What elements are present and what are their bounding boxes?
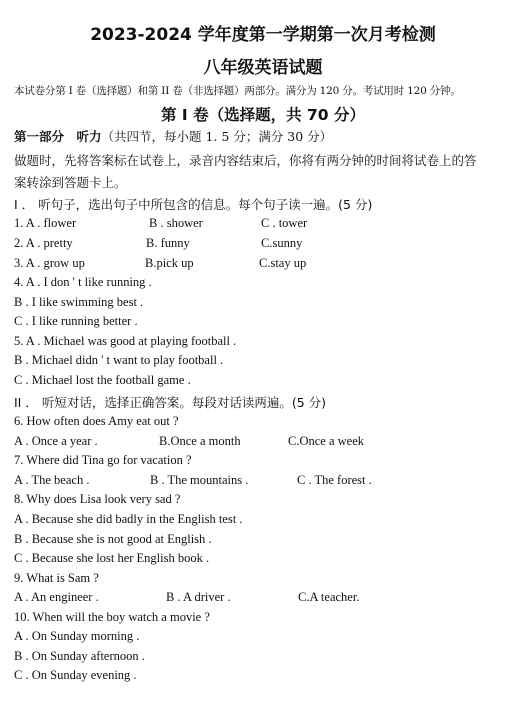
q1-option-a: 1. A . flower <box>14 216 77 230</box>
q6-question: 6. How often does Amy eat out ? <box>14 414 179 428</box>
q5-option-c: C . Michael lost the football game . <box>14 373 191 387</box>
q10-option-a: A . On Sunday morning . <box>14 629 140 643</box>
q6-option-a: A . Once a year . <box>14 434 98 448</box>
exam-subtitle: 八年级英语试题 <box>203 58 323 78</box>
q7-option-b: B . The mountains . <box>150 473 249 487</box>
q7-option-a: A . The beach . <box>14 473 90 487</box>
q2-option-a: 2. A . pretty <box>14 236 73 250</box>
q7-option-c: C . The forest . <box>297 473 372 487</box>
q3-option-a: 3. A . grow up <box>14 256 85 270</box>
part-heading <box>14 127 332 145</box>
q10-option-b: B . On Sunday afternoon . <box>14 649 145 663</box>
q6-option-b: B.Once a month <box>159 434 241 448</box>
q4-option-a: 4. A . I don ' t like running . <box>14 275 152 289</box>
section-title: 第 I 卷（选择题，共 70 分） <box>161 106 365 124</box>
q5-option-a: 5. A . Michael was good at playing football . <box>14 334 237 348</box>
q8-option-b: B . Because she is not good at English . <box>14 532 212 546</box>
part2-heading: II ． 听短对话，选择正确答案。每段对话读两遍。(5 分) <box>14 395 327 410</box>
exam-title: 2023-2024 学年度第一学期第一次月考检测 <box>90 25 436 45</box>
q1-option-c: C . tower <box>261 216 308 230</box>
part1-heading: I ． 听句子，选出句子中所包含的信息。每个句子读一遍。(5 分) <box>14 197 373 212</box>
q1-option-b: B . shower <box>149 216 203 230</box>
q5-option-b: B . Michael didn ' t want to play football . <box>14 353 224 367</box>
q3-option-b: B.pick up <box>145 256 194 270</box>
q4-option-b: B . I like swimming best . <box>14 295 144 309</box>
q8-option-c: C . Because she lost her English book . <box>14 551 210 565</box>
q9-option-b: B . A driver . <box>166 590 231 604</box>
instruction-line-1: 做题时，先将答案标在试卷上，录音内容结束后，你将有两分钟的时间将试卷上的答 <box>14 153 477 168</box>
q9-option-c: C.A teacher. <box>298 590 360 604</box>
q4-option-c: C . I like running better . <box>14 314 138 328</box>
q9-option-a: A . An engineer . <box>14 590 99 604</box>
q8-option-a: A . Because she did badly in the English test . <box>14 512 243 526</box>
q2-option-b: B. funny <box>146 236 190 250</box>
q10-option-c: C . On Sunday evening . <box>14 668 137 682</box>
q2-option-c: C.sunny <box>261 236 303 250</box>
exam-note: 本试卷分第 I 卷（选择题）和第 II 卷（非选择题）两部分。满分为 120 分。考试用时 120 分钟。 <box>14 85 461 97</box>
part-description: （共四节，每小题 1. 5 分；满分 30 分） <box>101 129 333 144</box>
q7-question: 7. Where did Tina go for vacation ? <box>14 453 192 467</box>
q9-question: 9. What is Sam ? <box>14 571 99 585</box>
q8-question: 8. Why does Lisa look very sad ? <box>14 492 181 506</box>
q6-option-c: C.Once a week <box>288 434 365 448</box>
instruction-line-2: 案转涂到答题卡上。 <box>14 175 127 190</box>
q3-option-c: C.stay up <box>259 256 307 270</box>
part-label: 第一部分 听力 <box>14 129 102 144</box>
q10-question: 10. When will the boy watch a movie ? <box>14 610 210 624</box>
